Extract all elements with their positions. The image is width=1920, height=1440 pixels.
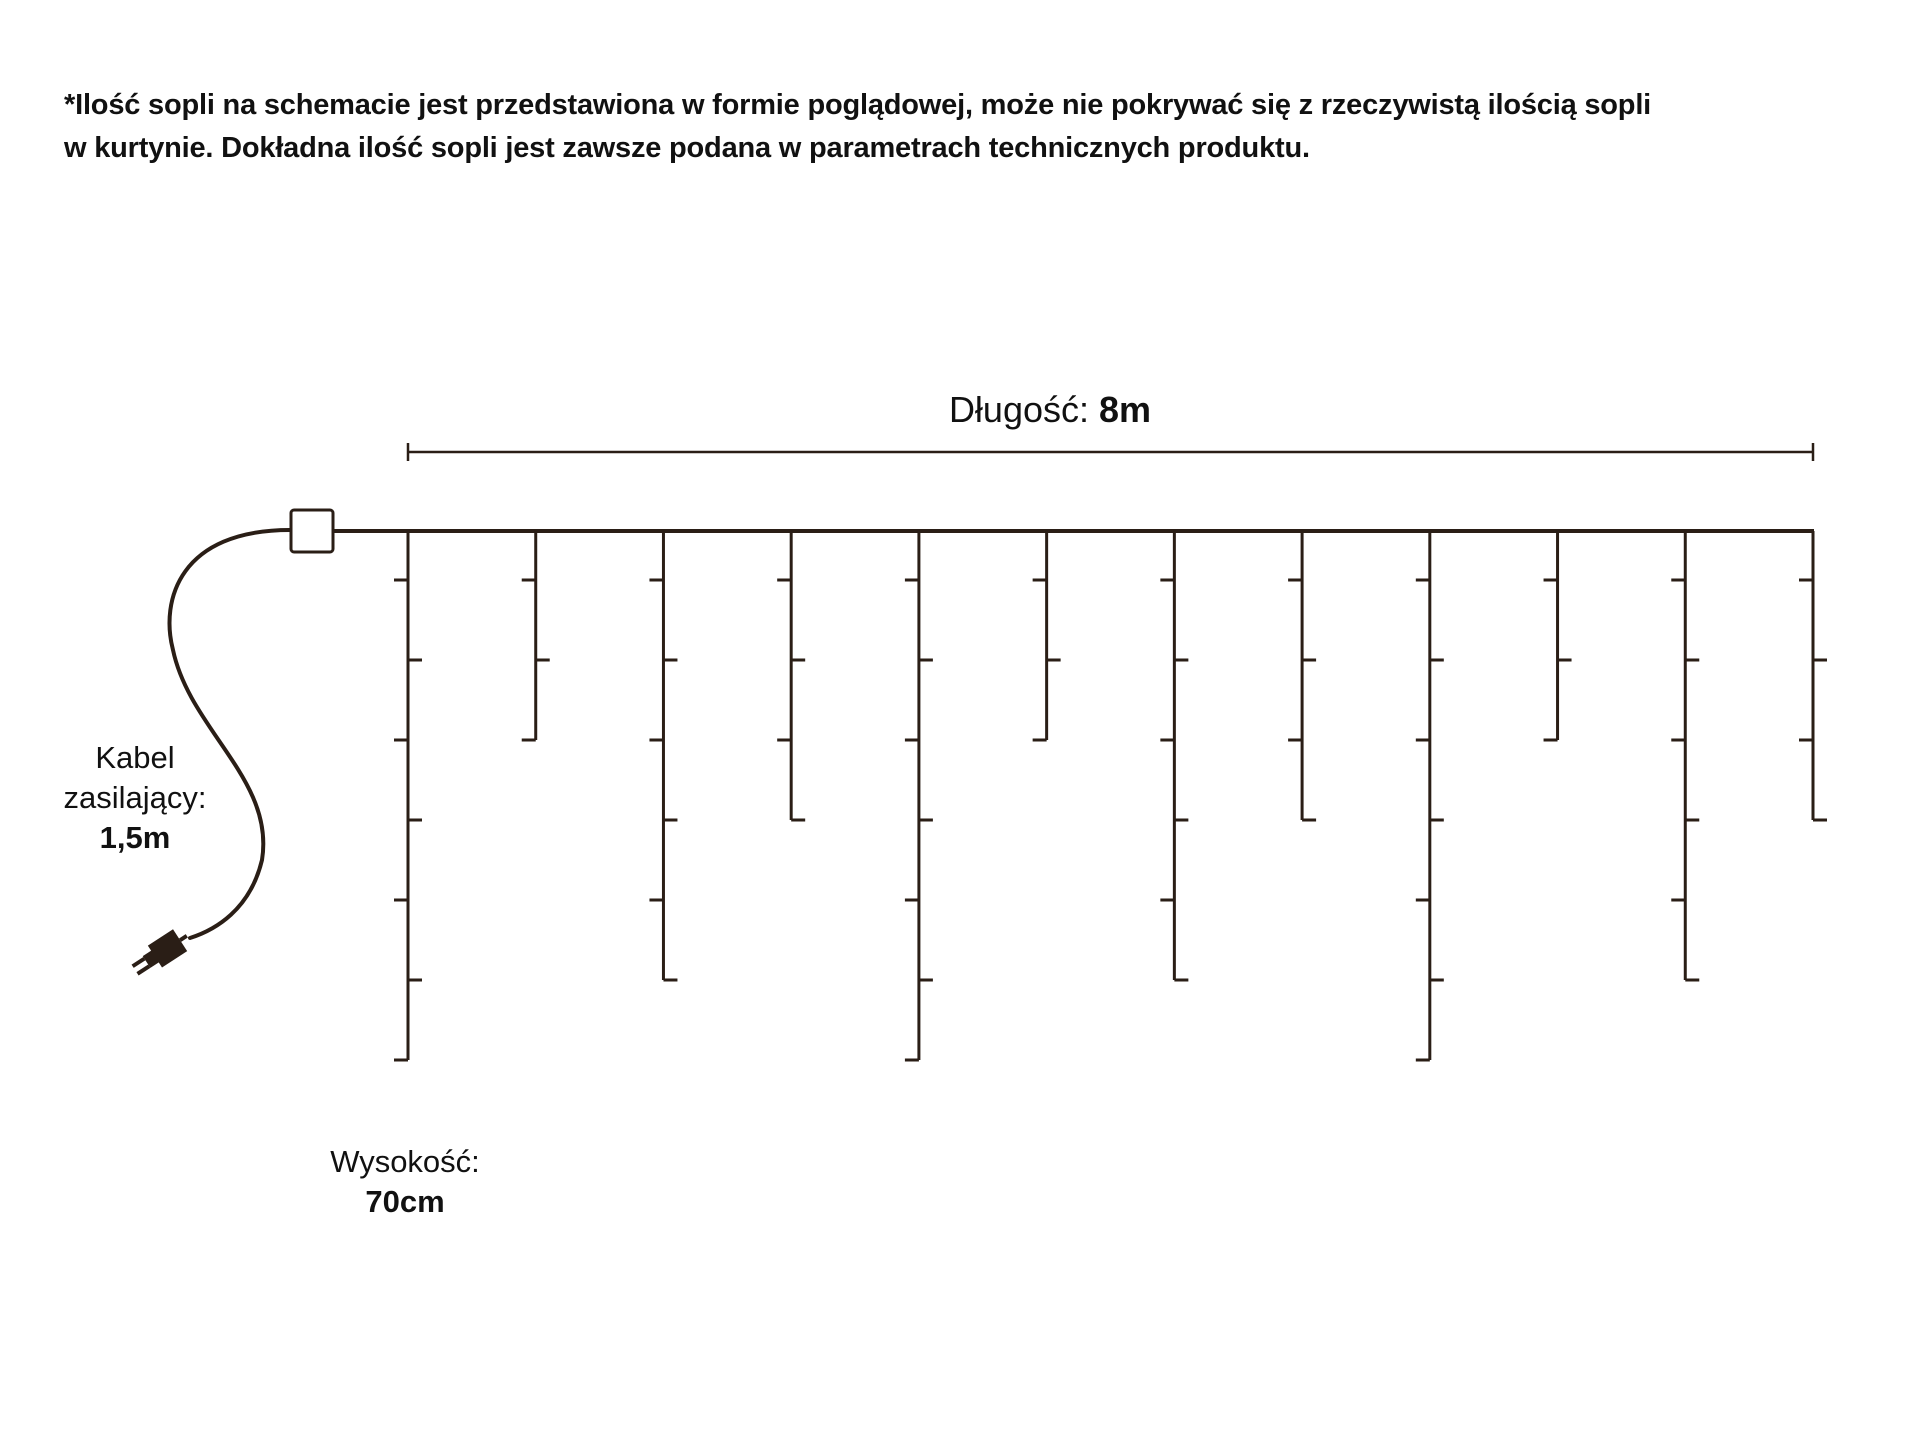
icicle-strand xyxy=(522,531,550,740)
cable-label-line-2: zasilający: xyxy=(63,780,207,815)
icicle-strand xyxy=(1671,531,1699,980)
icicle-strand xyxy=(777,531,805,820)
power-plug-icon xyxy=(128,925,194,981)
height-label-text: Wysokość: xyxy=(330,1144,480,1179)
cable-label xyxy=(50,738,220,858)
length-value: 8m xyxy=(1099,389,1152,430)
icicle-strands xyxy=(394,531,1827,1060)
length-label xyxy=(900,390,1200,430)
icicle-strand xyxy=(1799,531,1827,820)
height-label xyxy=(300,1142,510,1222)
icicle-strand xyxy=(1544,531,1572,740)
disclaimer-line-1: *Ilość sopli na schemacie jest przedstawiona w formie poglądowej, może nie pokrywać się z rzeczywistą ilością sopli xyxy=(64,89,1652,121)
icicle-strand xyxy=(1416,531,1444,1060)
height-value: 70cm xyxy=(365,1184,445,1219)
cable-label-line-1: Kabel xyxy=(95,740,175,775)
icicle-strand xyxy=(649,531,677,980)
icicle-strand xyxy=(1160,531,1188,980)
icicle-strand xyxy=(1033,531,1061,740)
length-dimension-line xyxy=(408,443,1813,461)
length-label-text: Długość: xyxy=(948,389,1089,430)
icicle-strand xyxy=(1288,531,1316,820)
disclaimer-line-2: w kurtynie. Dokładna ilość sopli jest zawsze podana w parametrach technicznych produktu. xyxy=(64,132,1310,164)
cable-length-value: 1,5m xyxy=(99,820,171,855)
icicle-strand xyxy=(394,531,422,1060)
power-cable xyxy=(170,530,290,938)
connector-box-icon xyxy=(291,510,333,552)
icicle-strand xyxy=(905,531,933,1060)
